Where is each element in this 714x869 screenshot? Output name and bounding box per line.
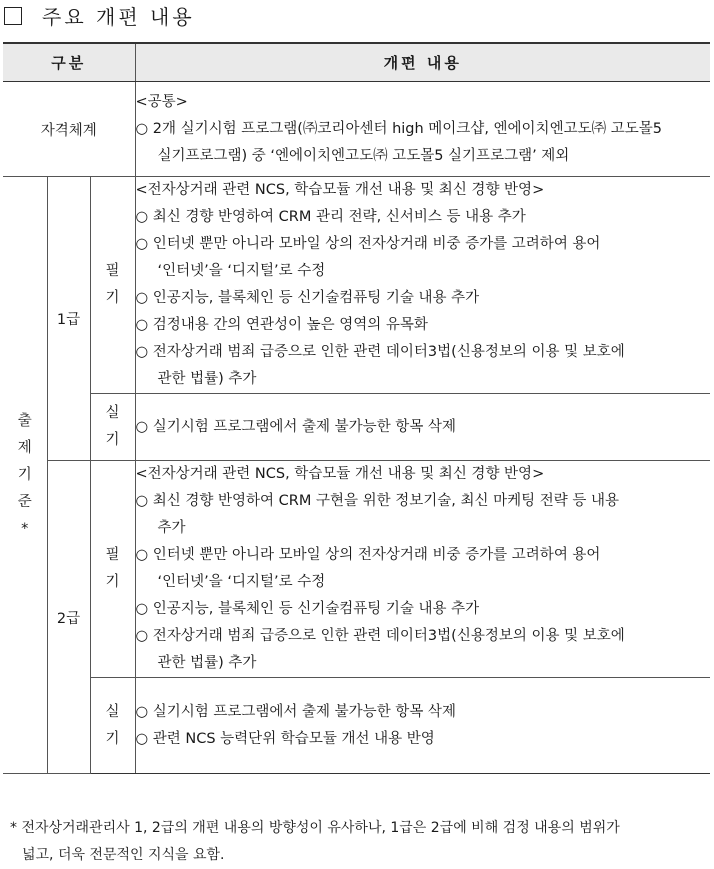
vertical-char: 기 xyxy=(105,432,120,448)
grade2-written-label xyxy=(90,461,135,678)
vertical-char: 출 xyxy=(17,412,32,429)
content-line: ○ 인터넷 뿐만 아니라 모바일 상의 전자상거래 비중 증가를 고려하여 용어 xyxy=(135,236,601,252)
checkbox-square-icon xyxy=(4,7,22,25)
content-line: 실기프로그램) 중 ‘엔에이치엔고도㈜ 고도몰5 실기프로그램’ 제외 xyxy=(157,147,570,164)
content-line: 관한 법률) 추가 xyxy=(157,371,257,387)
content-line: ○ 전자상거래 범죄 급증으로 인한 관련 데이터3법(신용정보의 이용 및 보호에 xyxy=(135,344,625,360)
vertical-char: 기 xyxy=(105,574,120,590)
content-line: ○ 인공지능, 블록체인 등 신기술컴퓨팅 기술 내용 추가 xyxy=(135,601,480,617)
grade2-practical-label xyxy=(90,678,135,774)
vertical-char: 제 xyxy=(17,439,32,456)
content-line: 추가 xyxy=(157,520,186,536)
content-line: <전자상거래 관련 NCS, 학습모듈 개선 내용 및 최신 경향 반영> xyxy=(135,466,545,482)
vertical-char: 실 xyxy=(105,703,120,720)
content-line: ○ 실기시험 프로그램에서 출제 불가능한 항목 삭제 xyxy=(135,418,456,435)
title-row xyxy=(4,0,195,30)
qualification-row xyxy=(3,82,710,177)
content-line: ○ 최신 경향 반영하여 CRM 구현을 위한 정보기술, 최신 마케팅 전략 등 내용 xyxy=(135,493,619,509)
footnote-line: 넓고, 더욱 전문적인 지식을 요함. xyxy=(22,847,225,863)
vertical-char: 기 xyxy=(17,466,32,483)
criteria-label xyxy=(3,177,47,774)
page-title: 주요 개편 내용 xyxy=(42,4,195,29)
vertical-char: 필 xyxy=(105,547,120,563)
qualification-label: 자격체계 xyxy=(3,82,135,177)
qualification-content xyxy=(135,82,710,177)
content-line: ○ 검정내용 간의 연관성이 높은 영역의 유목화 xyxy=(135,317,428,333)
footnote-line: * 전자상거래관리사 1, 2급의 개편 내용의 방향성이 유사하나, 1급은 2급에 비해 검정 내용의 범위가 xyxy=(10,820,620,836)
content-line: ○ 전자상거래 범죄 급증으로 인한 관련 데이터3법(신용정보의 이용 및 보호에 xyxy=(135,628,625,644)
grade1-practical-row xyxy=(3,394,710,461)
content-line: ○ 2개 실기시험 프로그램(㈜코리아센터 high 메이크샵, 엔에이치엔고도㈜ 고도몰5 xyxy=(135,120,662,137)
grade1-written-row xyxy=(3,177,710,394)
content-line: ○ 관련 NCS 능력단위 학습모듈 개선 내용 반영 xyxy=(135,730,435,747)
grade2-practical-row xyxy=(3,678,710,774)
grade1-label: 1급 xyxy=(47,177,90,461)
content-line: ○ 인터넷 뿐만 아니라 모바일 상의 전자상거래 비중 증가를 고려하여 용어 xyxy=(135,547,601,563)
content-line: ○ 최신 경향 반영하여 CRM 관리 전략, 신서비스 등 내용 추가 xyxy=(135,209,526,225)
content-line: ‘인터넷’을 ‘디지털’로 수정 xyxy=(157,574,326,590)
table-header-row xyxy=(3,43,710,82)
grade2-label: 2급 xyxy=(47,461,90,774)
vertical-char: 기 xyxy=(105,290,120,306)
header-category: 구분 xyxy=(3,43,135,82)
vertical-char: * xyxy=(21,520,29,537)
grade1-practical-label xyxy=(90,394,135,461)
content-line: <전자상거래 관련 NCS, 학습모듈 개선 내용 및 최신 경향 반영> xyxy=(135,182,545,198)
content-line: ‘인터넷’을 ‘디지털’로 수정 xyxy=(157,263,326,279)
header-content: 개편 내용 xyxy=(135,43,710,82)
content-line: ○ 인공지능, 블록체인 등 신기술컴퓨팅 기술 내용 추가 xyxy=(135,290,480,306)
revision-table xyxy=(3,42,710,774)
grade2-written-row xyxy=(3,461,710,678)
footnote xyxy=(10,815,710,869)
vertical-char: 실 xyxy=(105,405,120,421)
grade2-practical-content xyxy=(135,678,710,774)
grade1-practical-content xyxy=(135,394,710,461)
vertical-char: 준 xyxy=(17,493,32,510)
content-line: 관한 법률) 추가 xyxy=(157,655,257,671)
vertical-char: 기 xyxy=(105,730,120,747)
grade2-written-content xyxy=(135,461,710,678)
content-line: ○ 실기시험 프로그램에서 출제 불가능한 항목 삭제 xyxy=(135,703,456,720)
content-line: <공통> xyxy=(135,93,188,110)
grade1-written-label xyxy=(90,177,135,394)
vertical-char: 필 xyxy=(105,263,120,279)
grade1-written-content xyxy=(135,177,710,394)
